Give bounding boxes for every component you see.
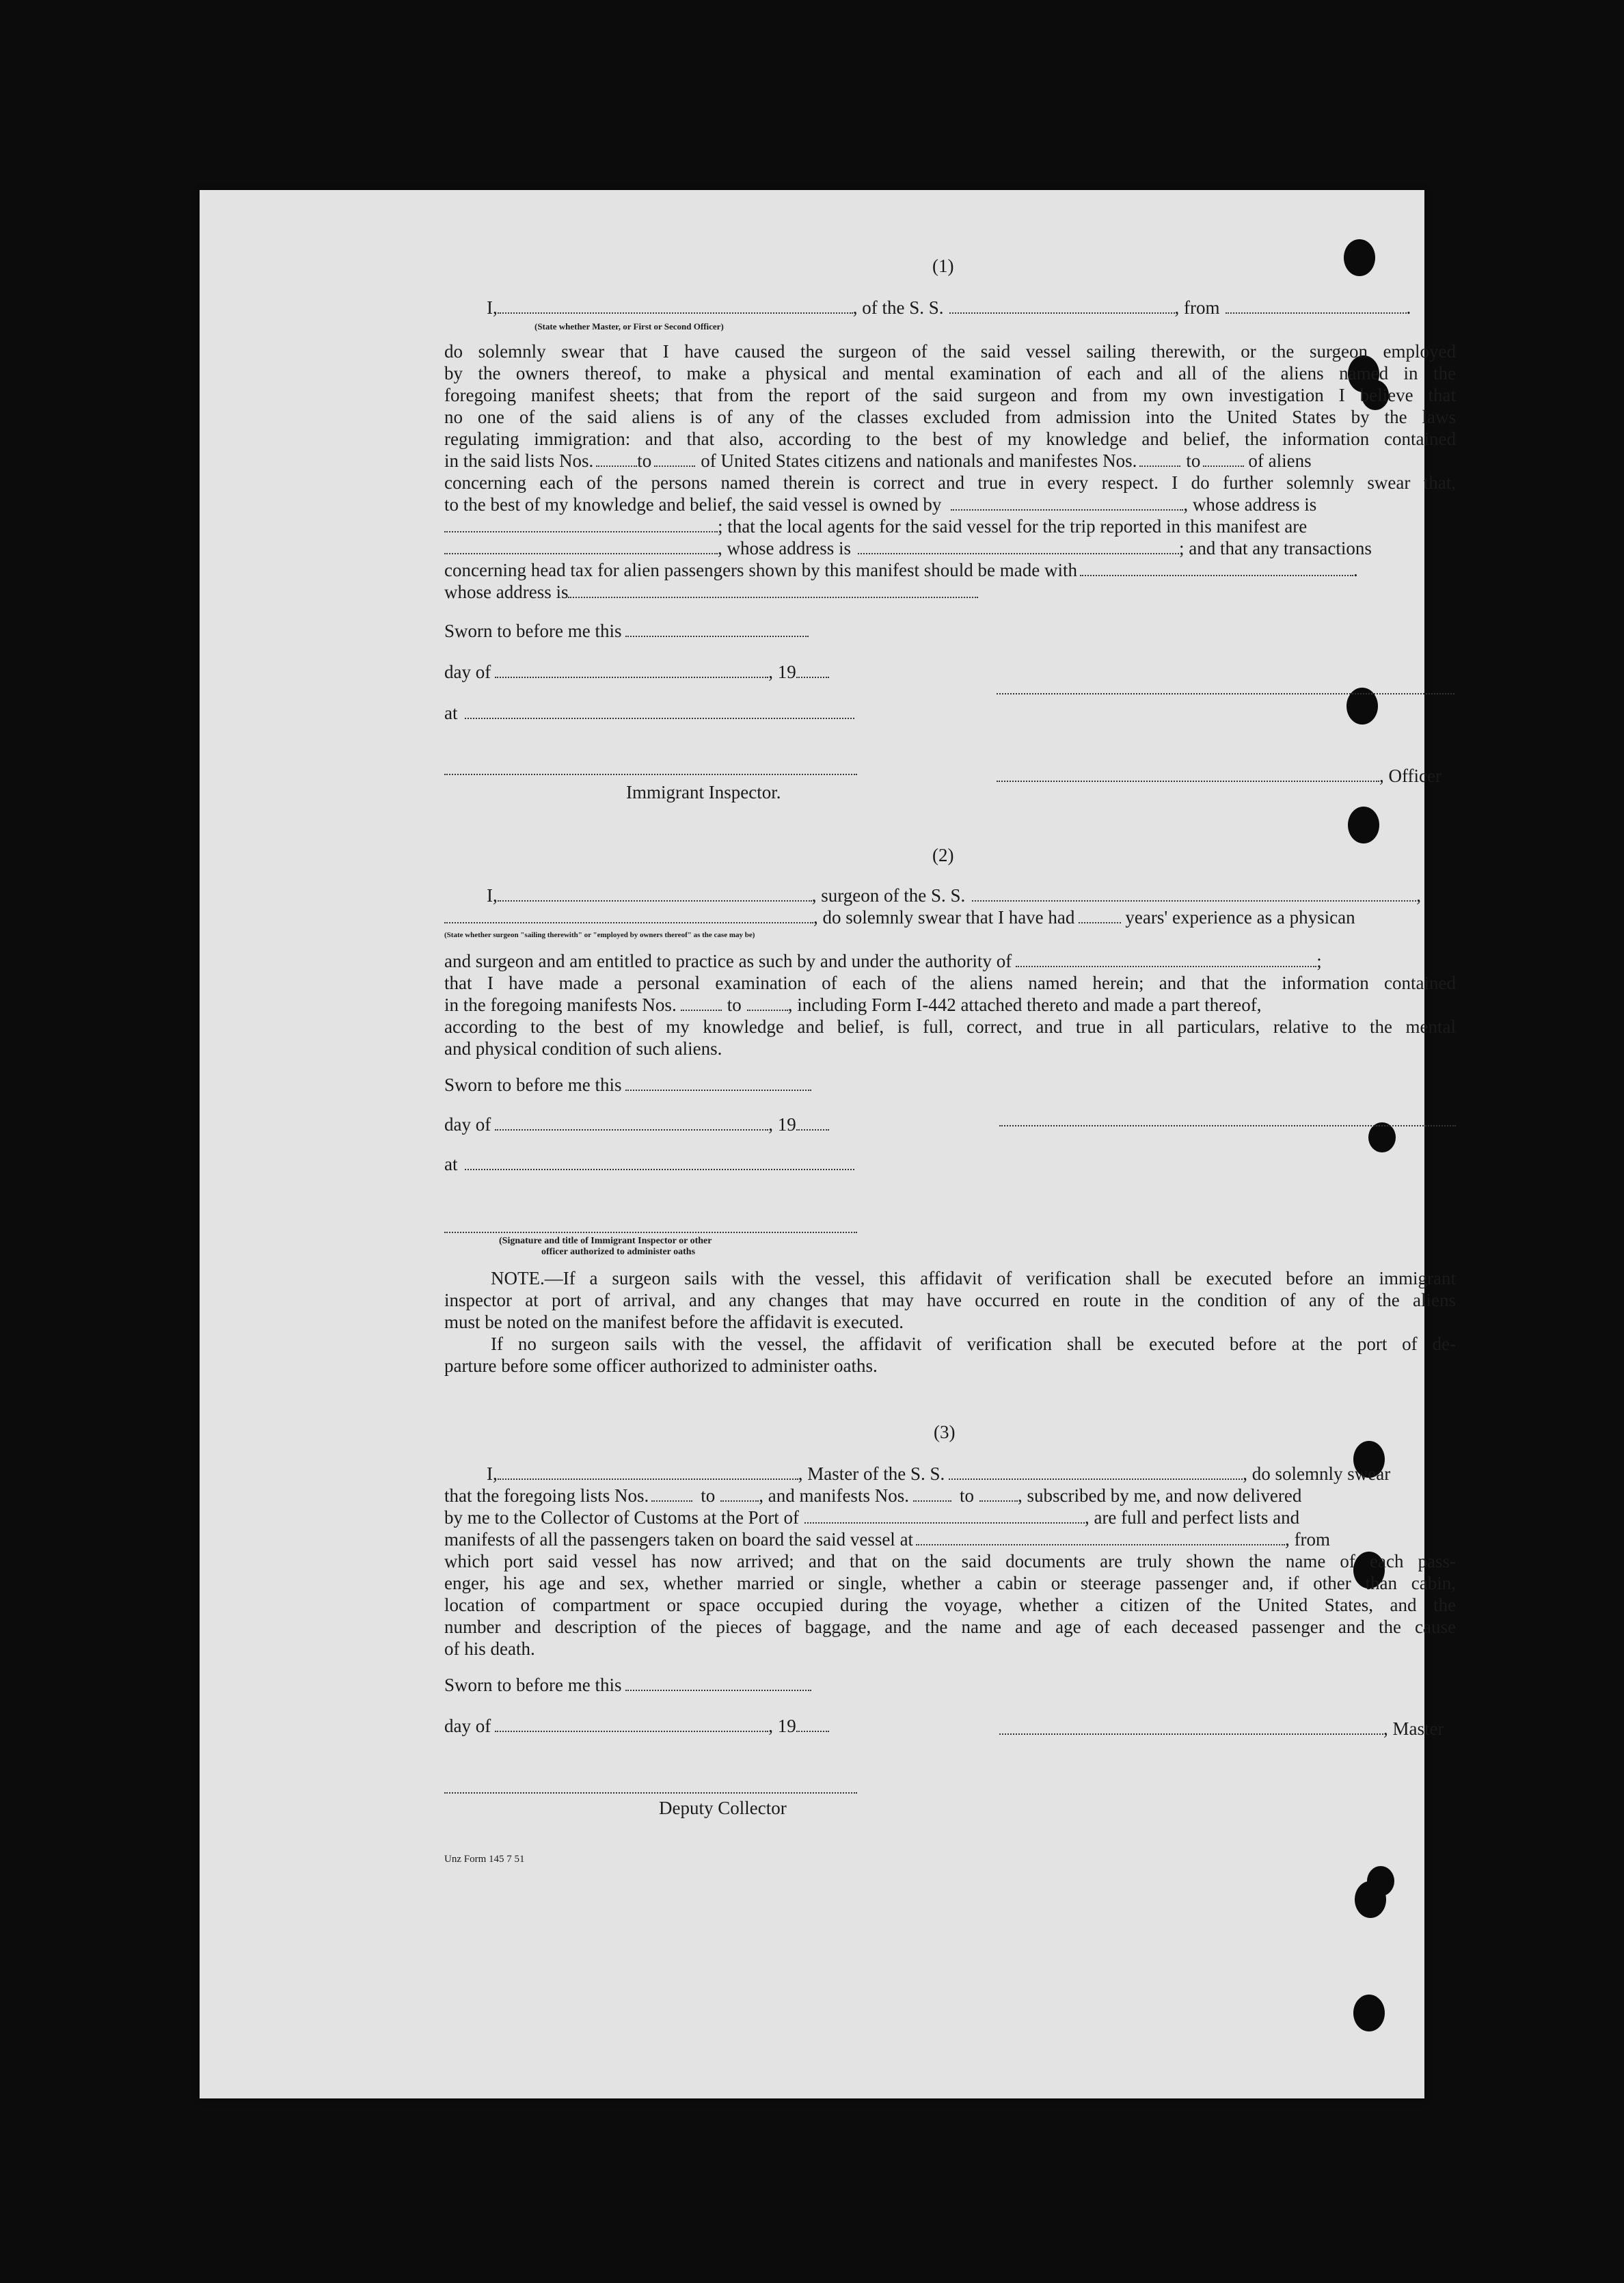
paragraph-line: enger, his age and sex, whether married or single, whether a cabin or steerage passenger and, if other than cabin, [444, 1573, 1456, 1593]
text: of aliens [1248, 450, 1312, 471]
manifests-to-field[interactable] [747, 995, 788, 1011]
manifests-to-field[interactable] [979, 1485, 1018, 1502]
text: . [1353, 560, 1358, 580]
note-line: If no surgeon sails with the vessel, the affidavit of verification shall be executed before at the port of de- [491, 1334, 1456, 1354]
lists-from-field[interactable] [596, 450, 637, 467]
text: , of the S. S. [852, 297, 944, 318]
master-name-field[interactable] [498, 1463, 798, 1480]
text: of United States citizens and nationals and manifestes Nos. [701, 450, 1137, 471]
text: . [1406, 297, 1411, 318]
form-number: Unz Form 145 7 51 [444, 1854, 525, 1865]
paragraph-line [444, 494, 1456, 515]
paragraph-line: of his death. [444, 1638, 535, 1659]
text: whose address is [444, 582, 569, 602]
text: to [637, 450, 652, 471]
manifests-from-field[interactable] [1139, 450, 1180, 467]
surgeon-signature-line[interactable] [999, 1124, 1456, 1126]
sworn-date-field[interactable] [625, 621, 809, 637]
year-field[interactable] [796, 1716, 829, 1732]
agents-address-field[interactable] [858, 538, 1179, 554]
owner-address-field[interactable] [444, 516, 718, 532]
deputy-collector-title: Deputy Collector [659, 1798, 787, 1818]
field-note: (State whether surgeon "sailing therewith" or "employed by owners thereof" as the case may be) [444, 931, 755, 939]
field-note: (State whether Master, or First or Second Officer) [534, 321, 724, 332]
text: , are full and perfect lists and [1084, 1507, 1300, 1528]
sworn-label: Sworn to before me this [444, 1075, 811, 1096]
text: manifests of all the passengers taken on board the said vessel at [444, 1529, 914, 1550]
day-month-field[interactable] [495, 1114, 768, 1131]
day-of-label: day of , 19 [444, 1716, 829, 1737]
text: and surgeon and am entitled to practice as such by and under the authority of [444, 951, 1012, 971]
from-port-field[interactable] [1226, 297, 1407, 314]
text: , whose address is [718, 538, 851, 558]
paragraph-line: regulating immigration: and that also, according to the best of my knowledge and belief, the information contained [444, 429, 1456, 449]
paragraph-line [444, 1507, 1456, 1528]
surgeon-name-field[interactable] [498, 885, 812, 902]
text: , subscribed by me, and now delivered [1017, 1485, 1302, 1506]
text: to [727, 995, 742, 1015]
signature-note: officer authorized to administer oaths [541, 1247, 696, 1257]
lists-to-field[interactable] [654, 450, 695, 467]
paragraph-line [444, 950, 1456, 972]
section-number: (2) [932, 845, 954, 865]
punch-hole [1348, 807, 1379, 843]
text: , surgeon of the S. S. [811, 885, 966, 906]
head-tax-address-field[interactable] [568, 582, 978, 598]
sworn-date-field[interactable] [625, 1075, 811, 1091]
day-of-label: day of , 19 [444, 662, 829, 683]
manifests-from-field[interactable] [681, 995, 722, 1011]
years-field[interactable] [1079, 907, 1121, 923]
officer-label: , Officer [997, 766, 1442, 787]
master-label: , Master [999, 1718, 1444, 1740]
day-month-field[interactable] [495, 662, 768, 678]
note-line: NOTE.—If a surgeon sails with the vessel, this affidavit of verification shall be executed before an immigrant [491, 1268, 1456, 1288]
section1-line1 [444, 297, 1456, 319]
text: , do solemnly swear that I have had [813, 907, 1075, 928]
inspector-signature-line[interactable] [444, 772, 857, 775]
paragraph-line: foregoing manifest sheets; that from the report of the said surgeon and from my own investigation I believe that [444, 385, 1456, 405]
paragraph-line [444, 537, 1456, 559]
year-field[interactable] [796, 1114, 829, 1131]
punch-hole [1367, 1866, 1394, 1896]
text: , from [1174, 297, 1220, 318]
note-line: parture before some officer authorized to administer oaths. [444, 1355, 878, 1376]
paragraph-line [444, 515, 1456, 537]
punch-hole [1353, 1995, 1385, 2031]
paragraph-line [444, 450, 1456, 472]
text: , do solemnly swear [1243, 1463, 1391, 1484]
text: concerning head tax for alien passengers shown by this manifest should be made with [444, 560, 1078, 580]
paragraph-line [444, 994, 1456, 1016]
text: in the said lists Nos. [444, 450, 594, 471]
surgeon-vessel-field[interactable] [972, 885, 1416, 902]
text: ; [1316, 951, 1322, 971]
paragraph-line [444, 559, 1456, 581]
paragraph-line: location of compartment or space occupied during the voyage, whether a citizen of the United States, and the [444, 1595, 1456, 1615]
text: to [1186, 450, 1201, 471]
text: years' experience as a physican [1125, 907, 1355, 928]
text: , and manifests Nos. [759, 1485, 909, 1506]
paragraph-line: according to the best of my knowledge and belief, is full, correct, and true in all particulars, relative to the mental [444, 1016, 1456, 1037]
text: by me to the Collector of Customs at the Port of [444, 1507, 799, 1528]
text: ; that the local agents for the said vessel for the trip reported in this manifest are [718, 516, 1308, 537]
paragraph-line: by the owners thereof, to make a physical and mental examination of each and all of the aliens named in the [444, 363, 1456, 383]
paragraph-line: concerning each of the persons named therein is correct and true in every respect. I do further solemnly swear that, [444, 472, 1456, 493]
text: I, [487, 1463, 498, 1484]
text: that the foregoing lists Nos. [444, 1485, 649, 1506]
paragraph-line: no one of the said aliens is of any of the classes excluded from admission into the United States by the laws [444, 407, 1456, 427]
master-signature-field[interactable] [999, 1718, 1383, 1735]
text: , Master of the S. S. [798, 1463, 945, 1484]
text: to [701, 1485, 716, 1506]
section3-line1 [444, 1463, 1456, 1485]
day-of-label: day of , 19 [444, 1114, 829, 1135]
day-month-field[interactable] [495, 1716, 768, 1732]
at-label: at [444, 703, 854, 724]
sworn-date-field[interactable] [625, 1675, 811, 1691]
signature-note: (Signature and title of Immigrant Inspector or other [499, 1236, 712, 1246]
inspector-title: Immigrant Inspector. [626, 782, 781, 802]
agents-field[interactable] [444, 538, 718, 554]
section-number: (3) [934, 1422, 956, 1442]
section-number: (1) [932, 256, 954, 276]
at-label: at [444, 1154, 854, 1175]
manifests-to-field[interactable] [1203, 450, 1244, 467]
note-line: inspector at port of arrival, and any changes that may have occurred en route in the condition of any of the aliens [444, 1290, 1456, 1310]
document-page [200, 190, 1456, 2098]
owner-field[interactable] [951, 494, 1183, 511]
punch-hole [1344, 239, 1375, 276]
text: , including Form I-442 attached thereto and made a part thereof, [787, 995, 1262, 1015]
paragraph-line: do solemnly swear that I have caused the surgeon of the said vessel sailing therewith, or the surgeon employed [444, 341, 1456, 362]
paragraph-line: that I have made a personal examination of each of the aliens named herein; and that the information contained [444, 973, 1456, 993]
paragraph-line [444, 1485, 1456, 1507]
lists-from-field[interactable] [651, 1485, 692, 1502]
officer-signature-line[interactable] [997, 692, 1454, 694]
text: I, [487, 885, 498, 906]
deputy-signature-line[interactable] [444, 1791, 857, 1794]
text: to [959, 1485, 974, 1506]
punch-hole [1368, 1122, 1396, 1152]
text: in the foregoing manifests Nos. [444, 995, 677, 1015]
paragraph-line: number and description of the pieces of baggage, and the name and age of each deceased passenger and the cause [444, 1617, 1456, 1637]
text: , from [1285, 1529, 1331, 1550]
surgeon-status-field[interactable] [444, 907, 813, 923]
sworn-label: Sworn to before me this [444, 1675, 811, 1696]
authority-field[interactable] [1016, 951, 1316, 967]
port-field[interactable] [804, 1507, 1085, 1524]
text: I, [487, 297, 498, 318]
vessel-name-field[interactable] [949, 297, 1175, 314]
departure-port-field[interactable] [916, 1529, 1285, 1545]
section2-line2 [444, 906, 1456, 928]
paragraph-line: and physical condition of such aliens. [444, 1038, 722, 1059]
officer-signature-field[interactable] [997, 766, 1379, 782]
officer-rank-field[interactable] [498, 297, 853, 314]
text: to the best of my knowledge and belief, the said vessel is owned by [444, 494, 942, 515]
paragraph-line [444, 1528, 1456, 1550]
sworn-label: Sworn to before me this [444, 621, 809, 642]
lists-to-field[interactable] [720, 1485, 759, 1502]
section2-line1 [444, 884, 1456, 906]
manifests-from-field[interactable] [913, 1485, 951, 1502]
head-tax-contact-field[interactable] [1080, 560, 1353, 576]
text: , [1416, 885, 1422, 906]
year-field[interactable] [796, 662, 829, 678]
note-line: must be noted on the manifest before the affidavit is executed. [444, 1312, 904, 1332]
paragraph-line [444, 581, 1456, 603]
master-vessel-field[interactable] [949, 1463, 1243, 1480]
paragraph-line: which port said vessel has now arrived; and that on the said documents are truly shown the name of each pass- [444, 1551, 1456, 1571]
text: ; and that any transactions [1178, 538, 1372, 558]
witness-signature-line[interactable] [444, 1230, 857, 1233]
place-field[interactable] [465, 1154, 854, 1170]
place-field[interactable] [465, 703, 854, 719]
text: , whose address is [1183, 494, 1317, 515]
